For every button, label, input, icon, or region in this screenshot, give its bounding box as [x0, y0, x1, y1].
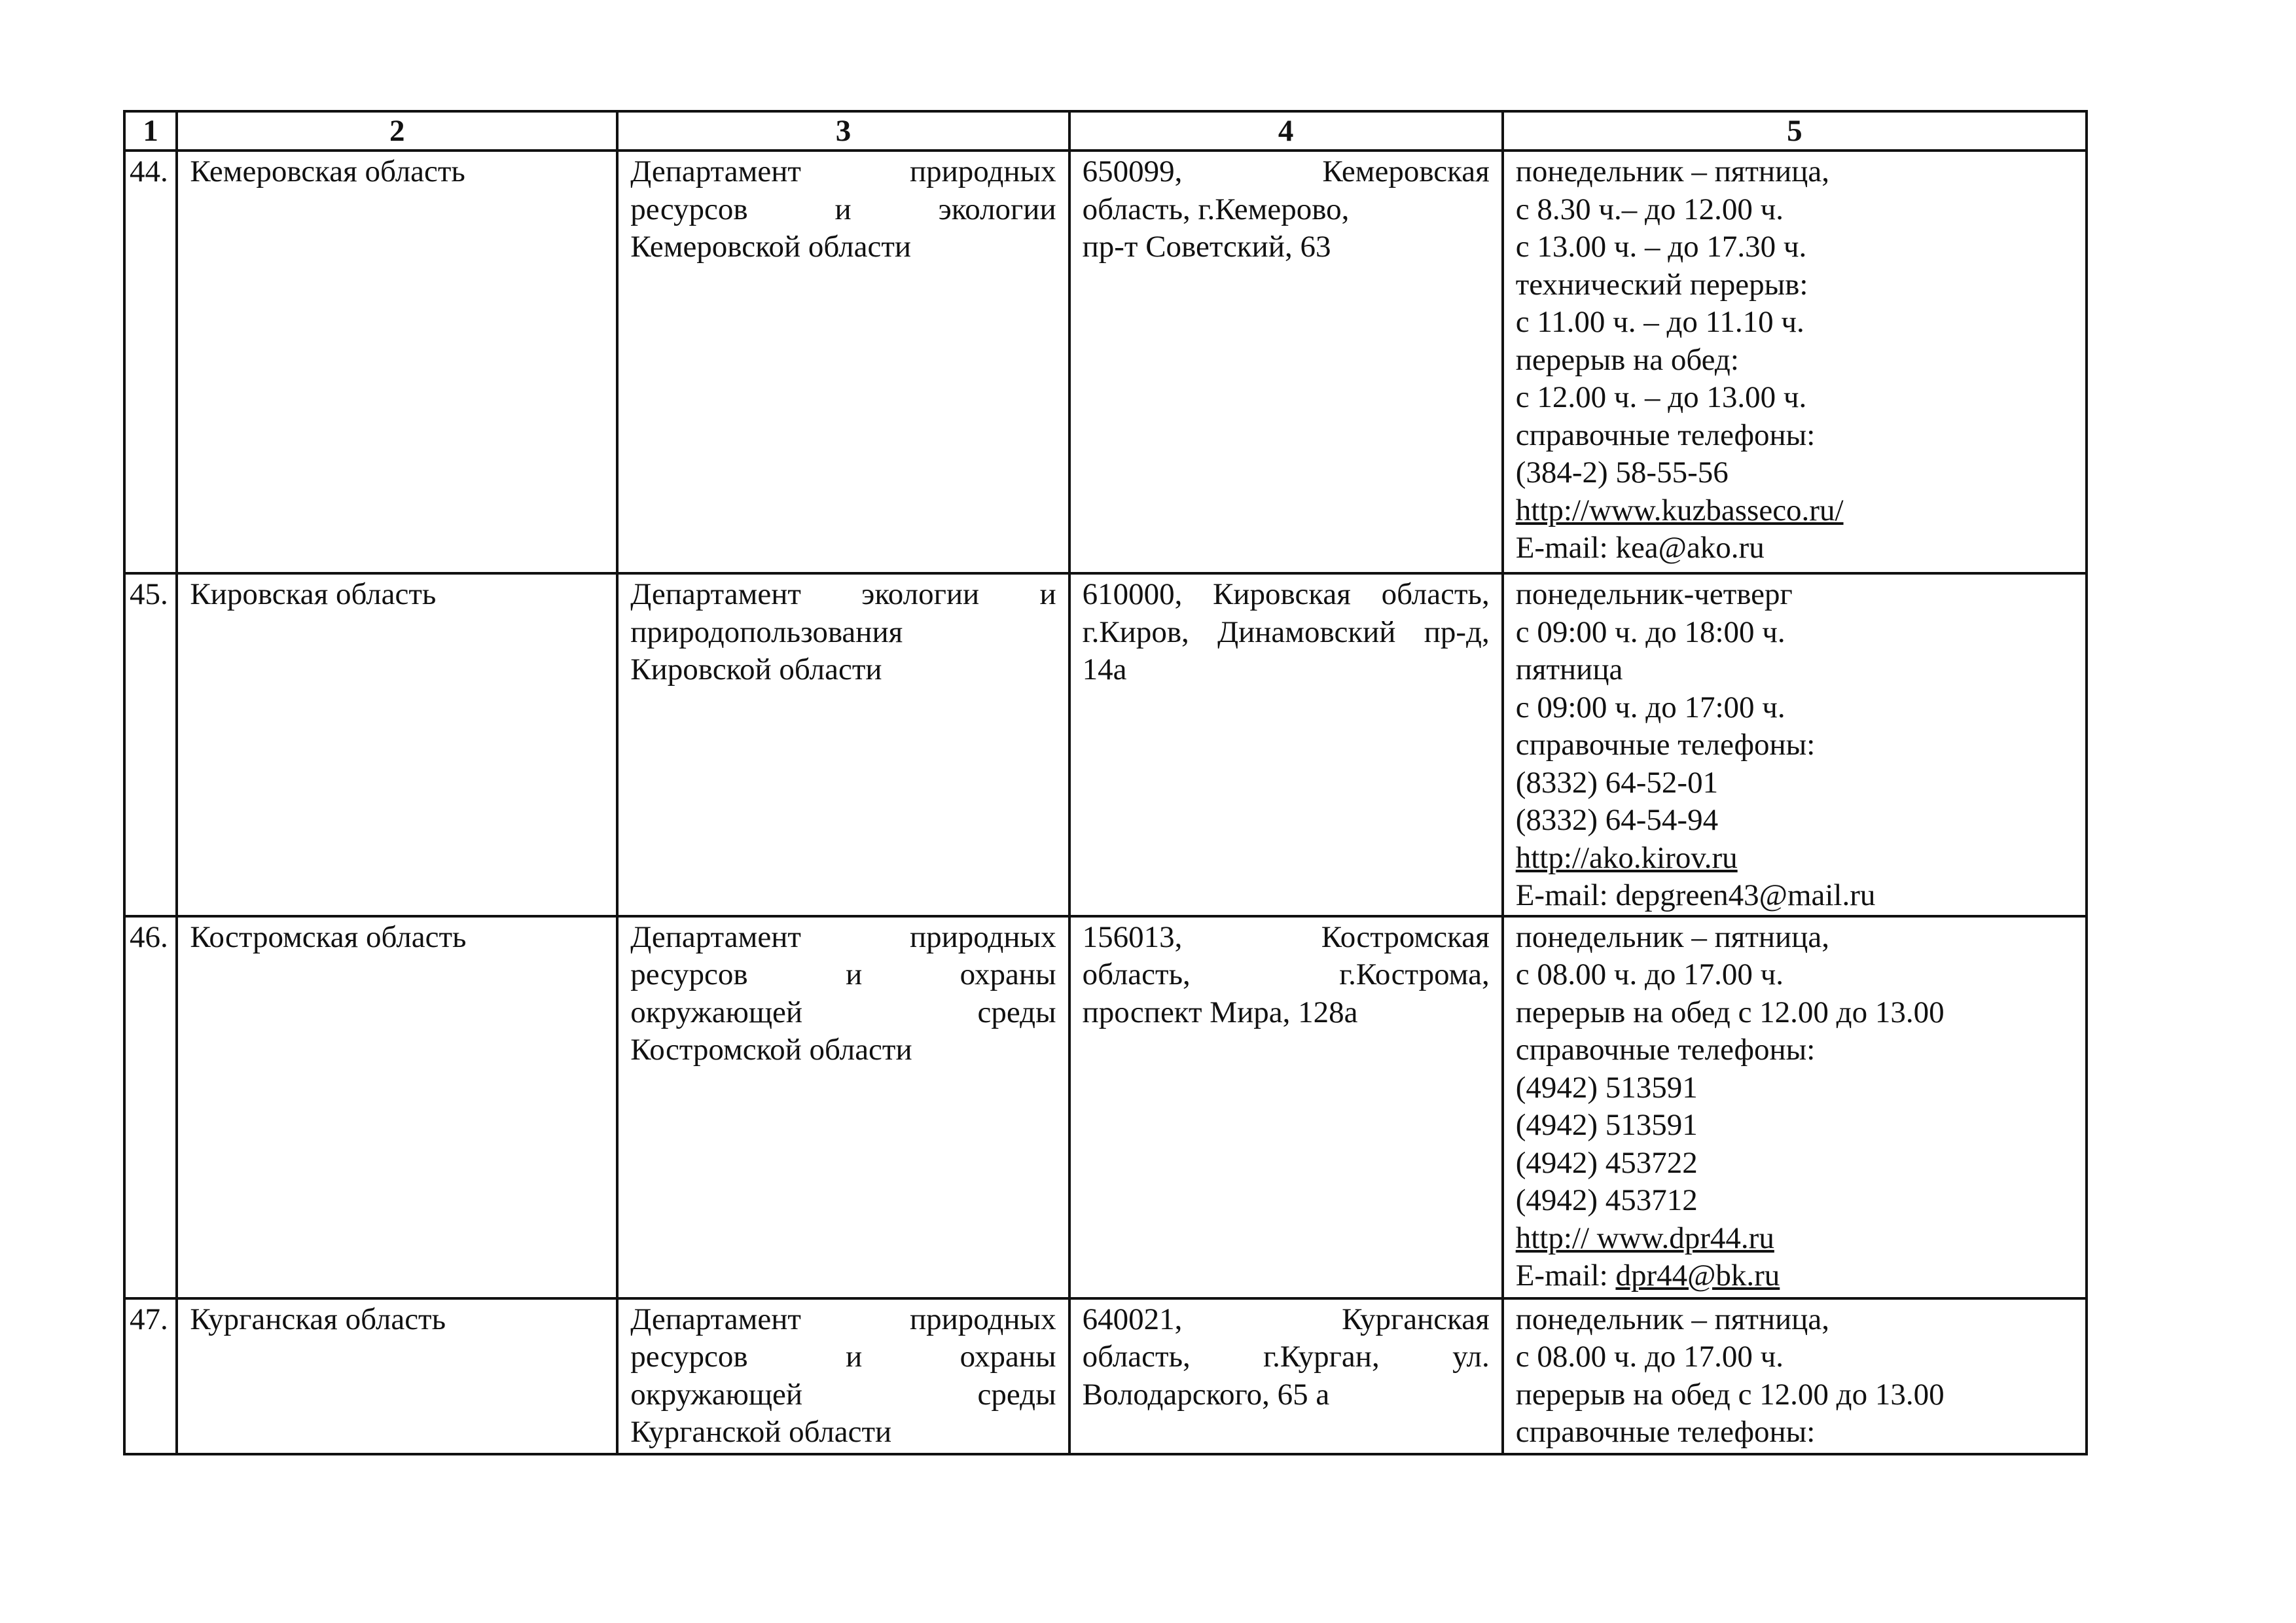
hours-line: понедельник-четверг	[1515, 577, 1793, 611]
row-number: 47.	[124, 1298, 177, 1454]
hours-line: с 11.00 ч. – до 11.10 ч.	[1515, 305, 1804, 339]
department-line: ресурсов и охраны	[630, 957, 1056, 991]
department-line: Департамент природных	[630, 919, 1056, 954]
region-name: Кировская область	[177, 573, 617, 916]
table-row	[124, 573, 2087, 916]
phone-number: (4942) 513591	[1515, 1108, 1698, 1142]
website-link[interactable]: http://www.kuzbasseco.ru/	[1515, 493, 1844, 527]
address-line: Володарского, 65 а	[1082, 1377, 1330, 1412]
department-name	[617, 1298, 1069, 1454]
department-name	[617, 151, 1069, 573]
hours-line: перерыв на обед:	[1515, 342, 1739, 377]
email-address[interactable]: kea@ako.ru	[1615, 531, 1765, 565]
address-line: 156013, Костромская	[1082, 919, 1490, 954]
email-address[interactable]: dpr44@bk.ru	[1615, 1258, 1780, 1293]
column-header-5: 5	[1503, 111, 2087, 151]
address	[1069, 573, 1503, 916]
hours-line: понедельник – пятница,	[1515, 154, 1829, 188]
hours-line: понедельник – пятница,	[1515, 1302, 1829, 1336]
hours-line: перерыв на обед с 12.00 до 13.00	[1515, 995, 1945, 1029]
working-hours-contacts	[1503, 916, 2087, 1298]
address	[1069, 916, 1503, 1298]
table-row	[124, 151, 2087, 573]
table-row	[124, 1298, 2087, 1454]
address-line: область, г.Курган, ул.	[1082, 1340, 1490, 1374]
hours-line: с 09:00 ч. до 17:00 ч.	[1515, 690, 1785, 724]
row-number: 46.	[124, 916, 177, 1298]
hours-line: с 8.30 ч.– до 12.00 ч.	[1515, 192, 1784, 226]
working-hours-contacts	[1503, 1298, 2087, 1454]
hours-line: с 08.00 ч. до 17.00 ч.	[1515, 1340, 1784, 1374]
hours-line: пятница	[1515, 652, 1623, 687]
phone-number: (4942) 513591	[1515, 1070, 1698, 1105]
address	[1069, 1298, 1503, 1454]
phone-number: (4942) 453712	[1515, 1183, 1698, 1217]
address-line: г.Киров, Динамовский пр-д,	[1082, 615, 1490, 649]
hours-line: с 08.00 ч. до 17.00 ч.	[1515, 957, 1784, 991]
region-name: Кемеровская область	[177, 151, 617, 573]
department-line: окружающей среды	[630, 995, 1056, 1029]
address-line: 640021, Курганская	[1082, 1302, 1490, 1336]
department-line: Департамент природных	[630, 1302, 1056, 1336]
department-line: ресурсов и экологии	[630, 192, 1056, 226]
table-row	[124, 916, 2087, 1298]
row-number: 44.	[124, 151, 177, 573]
hours-line: справочные телефоны:	[1515, 1033, 1816, 1067]
regional-agencies-table	[123, 110, 2088, 1455]
column-header-1: 1	[124, 111, 177, 151]
email-label: E-mail:	[1515, 531, 1616, 565]
row-number: 45.	[124, 573, 177, 916]
website-link[interactable]: http:// www.dpr44.ru	[1515, 1221, 1774, 1255]
address-line: проспект Мира, 128а	[1082, 995, 1358, 1029]
working-hours-contacts	[1503, 573, 2087, 916]
department-line: ресурсов и охраны	[630, 1340, 1056, 1374]
hours-line: с 09:00 ч. до 18:00 ч.	[1515, 615, 1785, 649]
column-header-2: 2	[177, 111, 617, 151]
department-line: Кемеровской области	[630, 230, 912, 264]
address-line: 650099, Кемеровская	[1082, 154, 1490, 188]
phone-number: (8332) 64-54-94	[1515, 803, 1719, 837]
address-line: область, г.Кемерово,	[1082, 192, 1350, 226]
address-line: пр-т Советский, 63	[1082, 230, 1331, 264]
region-name: Курганская область	[177, 1298, 617, 1454]
website-link[interactable]: http://ako.kirov.ru	[1515, 840, 1738, 875]
table-header-row	[124, 111, 2087, 151]
hours-line: справочные телефоны:	[1515, 1415, 1816, 1449]
email-label: E-mail:	[1515, 1258, 1616, 1293]
department-line: Департамент природных	[630, 154, 1056, 188]
hours-line: с 13.00 ч. – до 17.30 ч.	[1515, 230, 1807, 264]
address-line: 14а	[1082, 652, 1127, 687]
department-line: природопользования Кировской области	[630, 615, 903, 687]
address	[1069, 151, 1503, 573]
address-line: 610000, Кировская область,	[1082, 577, 1490, 611]
hours-line: понедельник – пятница,	[1515, 919, 1829, 954]
hours-line: справочные телефоны:	[1515, 418, 1816, 452]
hours-line: с 12.00 ч. – до 13.00 ч.	[1515, 380, 1807, 414]
phone-number: (384-2) 58-55-56	[1515, 455, 1729, 490]
column-header-3: 3	[617, 111, 1069, 151]
hours-line: справочные телефоны:	[1515, 728, 1816, 762]
phone-number: (8332) 64-52-01	[1515, 765, 1719, 800]
department-line: Костромской области	[630, 1033, 912, 1067]
department-name	[617, 573, 1069, 916]
email-address[interactable]: depgreen43@mail.ru	[1615, 878, 1876, 912]
department-line: окружающей среды	[630, 1377, 1056, 1412]
department-name	[617, 916, 1069, 1298]
column-header-4: 4	[1069, 111, 1503, 151]
department-line: Департамент экологии и	[630, 577, 1056, 611]
hours-line: перерыв на обед с 12.00 до 13.00	[1515, 1377, 1945, 1412]
department-line: Курганской области	[630, 1415, 892, 1449]
region-name: Костромская область	[177, 916, 617, 1298]
hours-line: технический перерыв:	[1515, 267, 1808, 302]
address-line: область, г.Кострома,	[1082, 957, 1490, 991]
phone-number: (4942) 453722	[1515, 1145, 1698, 1180]
working-hours-contacts	[1503, 151, 2087, 573]
email-label: E-mail:	[1515, 878, 1616, 912]
